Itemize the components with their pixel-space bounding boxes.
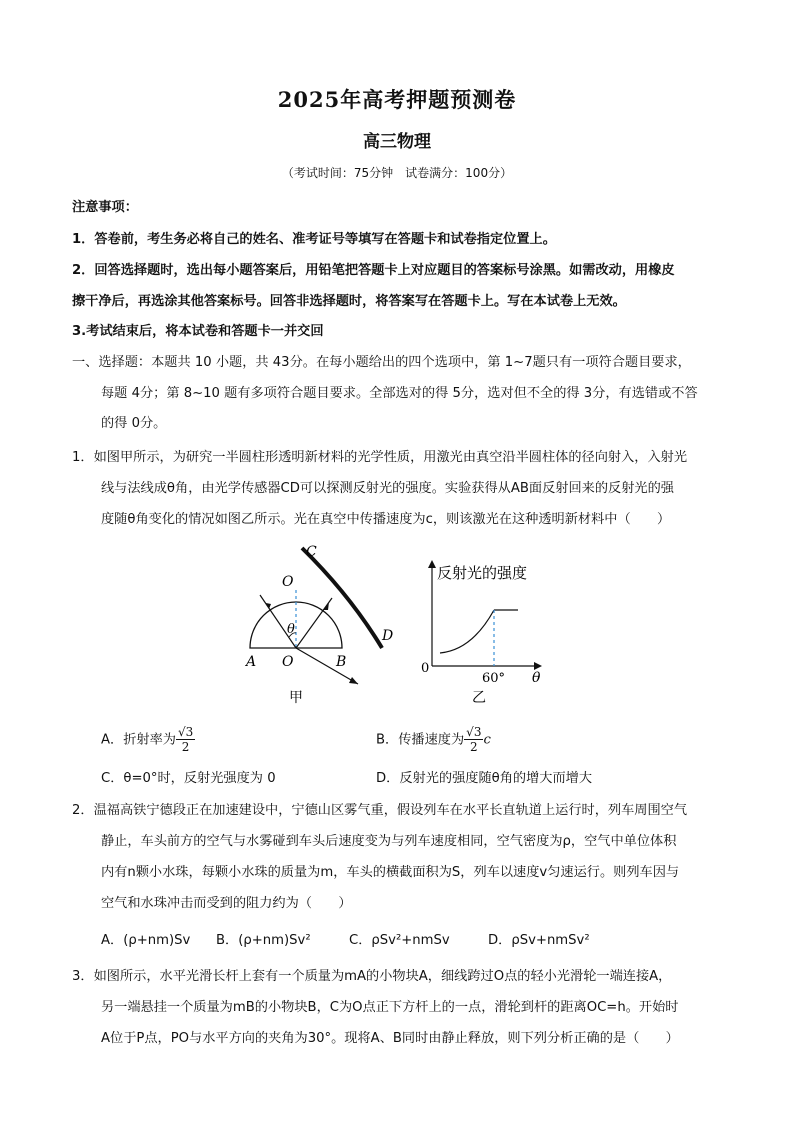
caption-yi: 乙 <box>472 690 486 706</box>
label-o-top: O <box>282 574 294 590</box>
exam-info: （考试时间：75分钟 试卷满分：100分） <box>281 166 513 180</box>
refracted-ray <box>296 648 358 684</box>
q1-option-b[interactable]: B．传播速度为 $\frac{√3}{2}$ c <box>376 725 491 754</box>
q2-line4: 空气和水珠冲击而受到的阻力约为（ ） <box>101 896 352 911</box>
q2-line1: 2．温福高铁宁德段正在加速建设中，宁德山区雾气重，假设列车在水平长直轨道上运行时，列车周围空气 <box>72 803 688 818</box>
label-b: B <box>336 654 347 670</box>
q1-option-c[interactable]: C．θ=0°时，反射光强度为 0 <box>101 771 276 786</box>
q2-option-d[interactable]: D．ρSv+nmSv² <box>488 933 590 948</box>
section-intro-line3: 的得 0分。 <box>101 416 167 431</box>
exam-title: 2025年高考押题预测卷 <box>277 87 517 112</box>
q3-line1: 3．如图所示，水平光滑长杆上套有一个质量为mA的小物块A，细线跨过O点的轻小光滑轮一端连接A， <box>72 969 672 984</box>
q2-option-c[interactable]: C．ρSv²+nmSv <box>349 933 450 948</box>
x-axis-arrow-icon <box>534 662 542 670</box>
refracted-arrow-icon <box>349 677 358 684</box>
q2-option-a[interactable]: A．(ρ+nm)Sv <box>101 933 191 948</box>
label-c: C <box>306 544 317 560</box>
intensity-curve <box>440 610 494 653</box>
q3-line2: 另一端悬挂一个质量为mB的小物块B，C为O点正下方杆上的一点，滑轮到杆的距离OC=h。开始时 <box>101 1000 679 1015</box>
exam-subtitle: 高三物理 <box>363 132 431 152</box>
label-a: A <box>246 654 257 670</box>
q1-option-a[interactable] <box>101 725 195 754</box>
x-axis-label: θ <box>532 670 541 686</box>
notice-item-2-line1: 2．回答选择题时，选出每小题答案后，用铅笔把答题卡上对应题目的答案标号涂黑。如需改动，用橡皮 <box>72 263 675 278</box>
label-d: D <box>382 628 394 644</box>
q1-line2: 线与法线成θ角，由光学传感器CD可以探测反射光的强度。实验获得从AB面反射回来的反射光的强 <box>101 481 674 496</box>
q2-line3: 内有n颗小水珠，每颗小水珠的质量为m，车头的横截面积为S，列车以速度v匀速运行。则列车因与 <box>101 865 680 880</box>
q1-option-a-fraction: $\frac{√3}{2}$ <box>177 725 194 754</box>
label-o: O <box>282 654 294 670</box>
q1-line3: 度随θ角变化的情况如图乙所示。光在真空中传播速度为c，则该激光在这种透明新材料中（ ） <box>101 512 671 527</box>
q1-option-b-text: B．传播速度为 <box>376 732 465 748</box>
q1-option-a-text: A．折射率为 <box>101 732 176 748</box>
caption-jia: 甲 <box>289 690 303 706</box>
notice-heading: 注意事项： <box>72 200 138 215</box>
y-axis-arrow-icon <box>428 560 436 568</box>
q3-line3: A位于P点，PO与水平方向的夹角为30°。现将A、B同时由静止释放，则下列分析正确的是（ ） <box>101 1031 679 1046</box>
figure-jia <box>244 544 393 706</box>
q1-option-d[interactable]: D．反射光的强度随θ角的增大而增大 <box>376 771 593 786</box>
sensor-cd <box>302 548 382 648</box>
section-intro-line2: 每题 4分；第 8~10 题有多项符合题目要求。全部选对的得 5分，选对但不全的得 3分，有选错或不答 <box>101 386 698 401</box>
origin-label: 0 <box>421 661 430 676</box>
notice-item-3: 3.考试结束后，将本试卷和答题卡一并交回 <box>72 324 324 339</box>
x-tick-60: 60° <box>482 671 506 686</box>
q1-line1: 1．如图甲所示，为研究一半圆柱形透明新材料的光学性质，用激光由真空沿半圆柱体的径向射入，入射光 <box>72 450 688 465</box>
q1-figures <box>240 540 570 710</box>
q2-line2: 静止，车头前方的空气与水雾碰到车头后速度变为与列车速度相同，空气密度为ρ，空气中单位体积 <box>101 834 677 849</box>
section-intro-line1: 一、选择题：本题共 10 小题，共 43分。在每小题给出的四个选项中，第 1~7题只有一项符合题目要求， <box>72 355 691 370</box>
figure-yi <box>421 560 542 706</box>
y-axis-label: 反射光的强度 <box>437 564 528 582</box>
q2-option-b[interactable]: B．(ρ+nm)Sv² <box>216 933 311 948</box>
q1-option-b-fraction: $\frac{√3}{2}$ <box>466 725 482 754</box>
label-theta: θ <box>287 622 295 637</box>
notice-item-2-line2: 擦干净后，再选涂其他答案标号。回答非选择题时，将答案写在答题卡上。写在本试卷上无效。 <box>72 294 626 309</box>
notice-item-1: 1．答卷前，考生务必将自己的姓名、准考证号等填写在答题卡和试卷指定位置上。 <box>72 232 556 247</box>
